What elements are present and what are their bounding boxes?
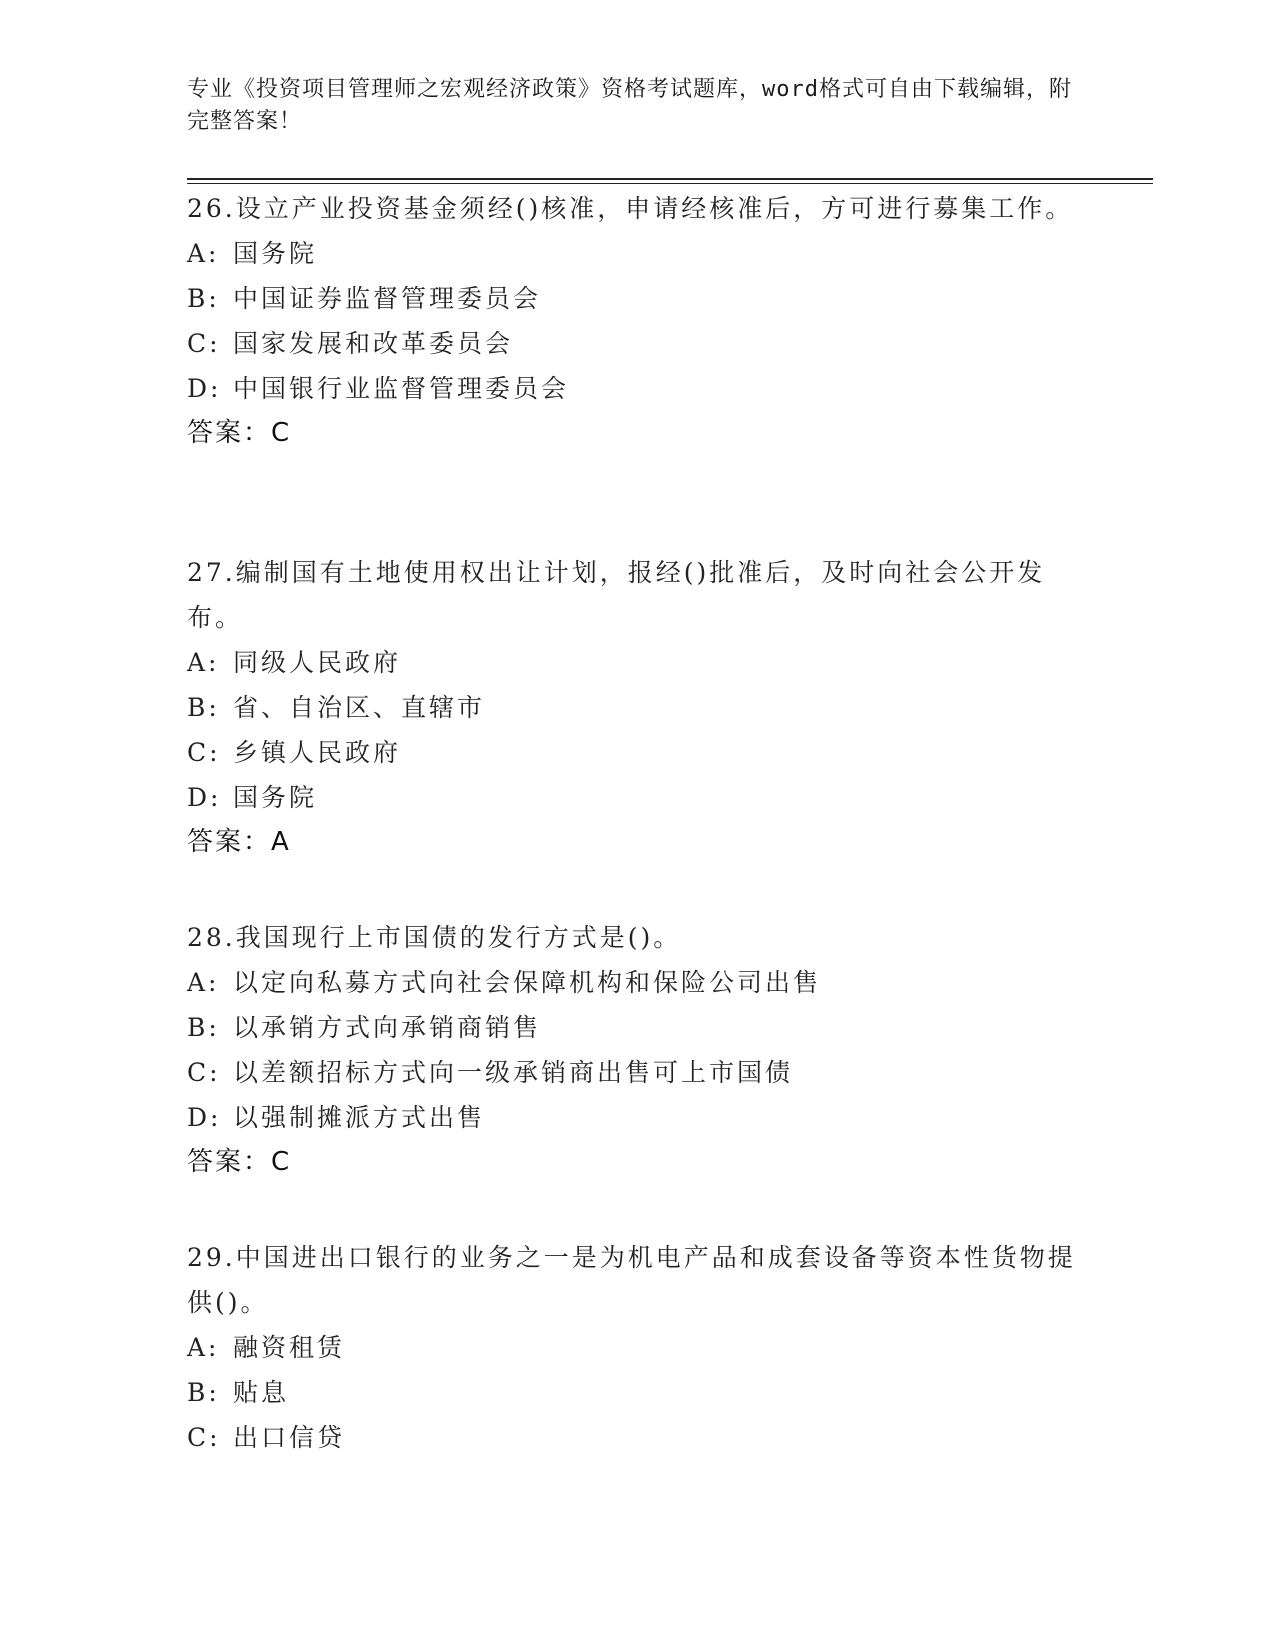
question-text: 29.中国进出口银行的业务之一是为机电产品和成套设备等资本性货物提供()。 xyxy=(187,1243,1076,1317)
option-text: 以差额招标方式向一级承销商出售可上市国债 xyxy=(233,1058,794,1087)
option-text: 以承销方式向承销商销售 xyxy=(233,1013,542,1042)
question-26 xyxy=(187,186,1087,456)
option-letter: A: xyxy=(187,1333,220,1362)
answer-label: 答案：A xyxy=(187,827,291,857)
option-d xyxy=(187,366,1087,411)
option-b xyxy=(187,276,1087,321)
question-28 xyxy=(187,915,1087,1185)
option-text: 国家发展和改革委员会 xyxy=(233,329,514,358)
question-29 xyxy=(187,1235,1087,1460)
option-a xyxy=(187,1325,1087,1370)
option-letter: A: xyxy=(187,968,220,997)
option-text: 中国银行业监督管理委员会 xyxy=(233,374,570,403)
option-text: 国务院 xyxy=(233,783,318,812)
option-letter: C: xyxy=(187,1423,221,1452)
option-text: 融资租赁 xyxy=(233,1333,346,1362)
option-c xyxy=(187,321,1087,366)
option-text: 贴息 xyxy=(233,1378,290,1407)
option-letter: A: xyxy=(187,239,220,268)
option-a xyxy=(187,231,1087,276)
answer-label: 答案：C xyxy=(187,1147,292,1177)
option-letter: D: xyxy=(187,374,222,403)
question-text: 26.设立产业投资基金须经()核准，申请经核准后，方可进行募集工作。 xyxy=(187,194,1074,223)
option-text: 国务院 xyxy=(233,239,318,268)
option-letter: B: xyxy=(187,693,220,722)
option-letter: B: xyxy=(187,1378,220,1407)
option-letter: A: xyxy=(187,648,220,677)
option-c xyxy=(187,1050,1087,1095)
option-d xyxy=(187,1095,1087,1140)
option-letter: D: xyxy=(187,783,222,812)
option-b xyxy=(187,685,1087,730)
option-letter: B: xyxy=(187,1013,220,1042)
option-text: 以定向私募方式向社会保障机构和保险公司出售 xyxy=(233,968,822,997)
option-letter: B: xyxy=(187,284,220,313)
question-text: 27.编制国有土地使用权出让计划，报经()批准后，及时向社会公开发布。 xyxy=(187,558,1046,632)
option-b xyxy=(187,1370,1087,1415)
option-c xyxy=(187,1415,1087,1460)
question-text: 28.我国现行上市国债的发行方式是()。 xyxy=(187,923,682,952)
document-header: 专业《投资项目管理师之宏观经济政策》资格考试题库，word格式可自由下载编辑，附完整答案！ xyxy=(187,77,1072,134)
option-text: 中国证券监督管理委员会 xyxy=(233,284,542,313)
header-divider-thin xyxy=(187,183,1153,184)
option-text: 出口信贷 xyxy=(233,1423,346,1452)
option-b xyxy=(187,1005,1087,1050)
option-a xyxy=(187,640,1087,685)
option-letter: C: xyxy=(187,1058,221,1087)
option-text: 乡镇人民政府 xyxy=(233,738,402,767)
question-27 xyxy=(187,550,1087,865)
option-c xyxy=(187,730,1087,775)
option-text: 省、自治区、直辖市 xyxy=(233,693,486,722)
answer-label: 答案：C xyxy=(187,418,292,448)
option-a xyxy=(187,960,1087,1005)
option-d xyxy=(187,775,1087,820)
header-divider-thick xyxy=(187,178,1153,180)
option-letter: D: xyxy=(187,1103,222,1132)
option-letter: C: xyxy=(187,329,221,358)
option-letter: C: xyxy=(187,738,221,767)
option-text: 以强制摊派方式出售 xyxy=(233,1103,486,1132)
option-text: 同级人民政府 xyxy=(233,648,402,677)
